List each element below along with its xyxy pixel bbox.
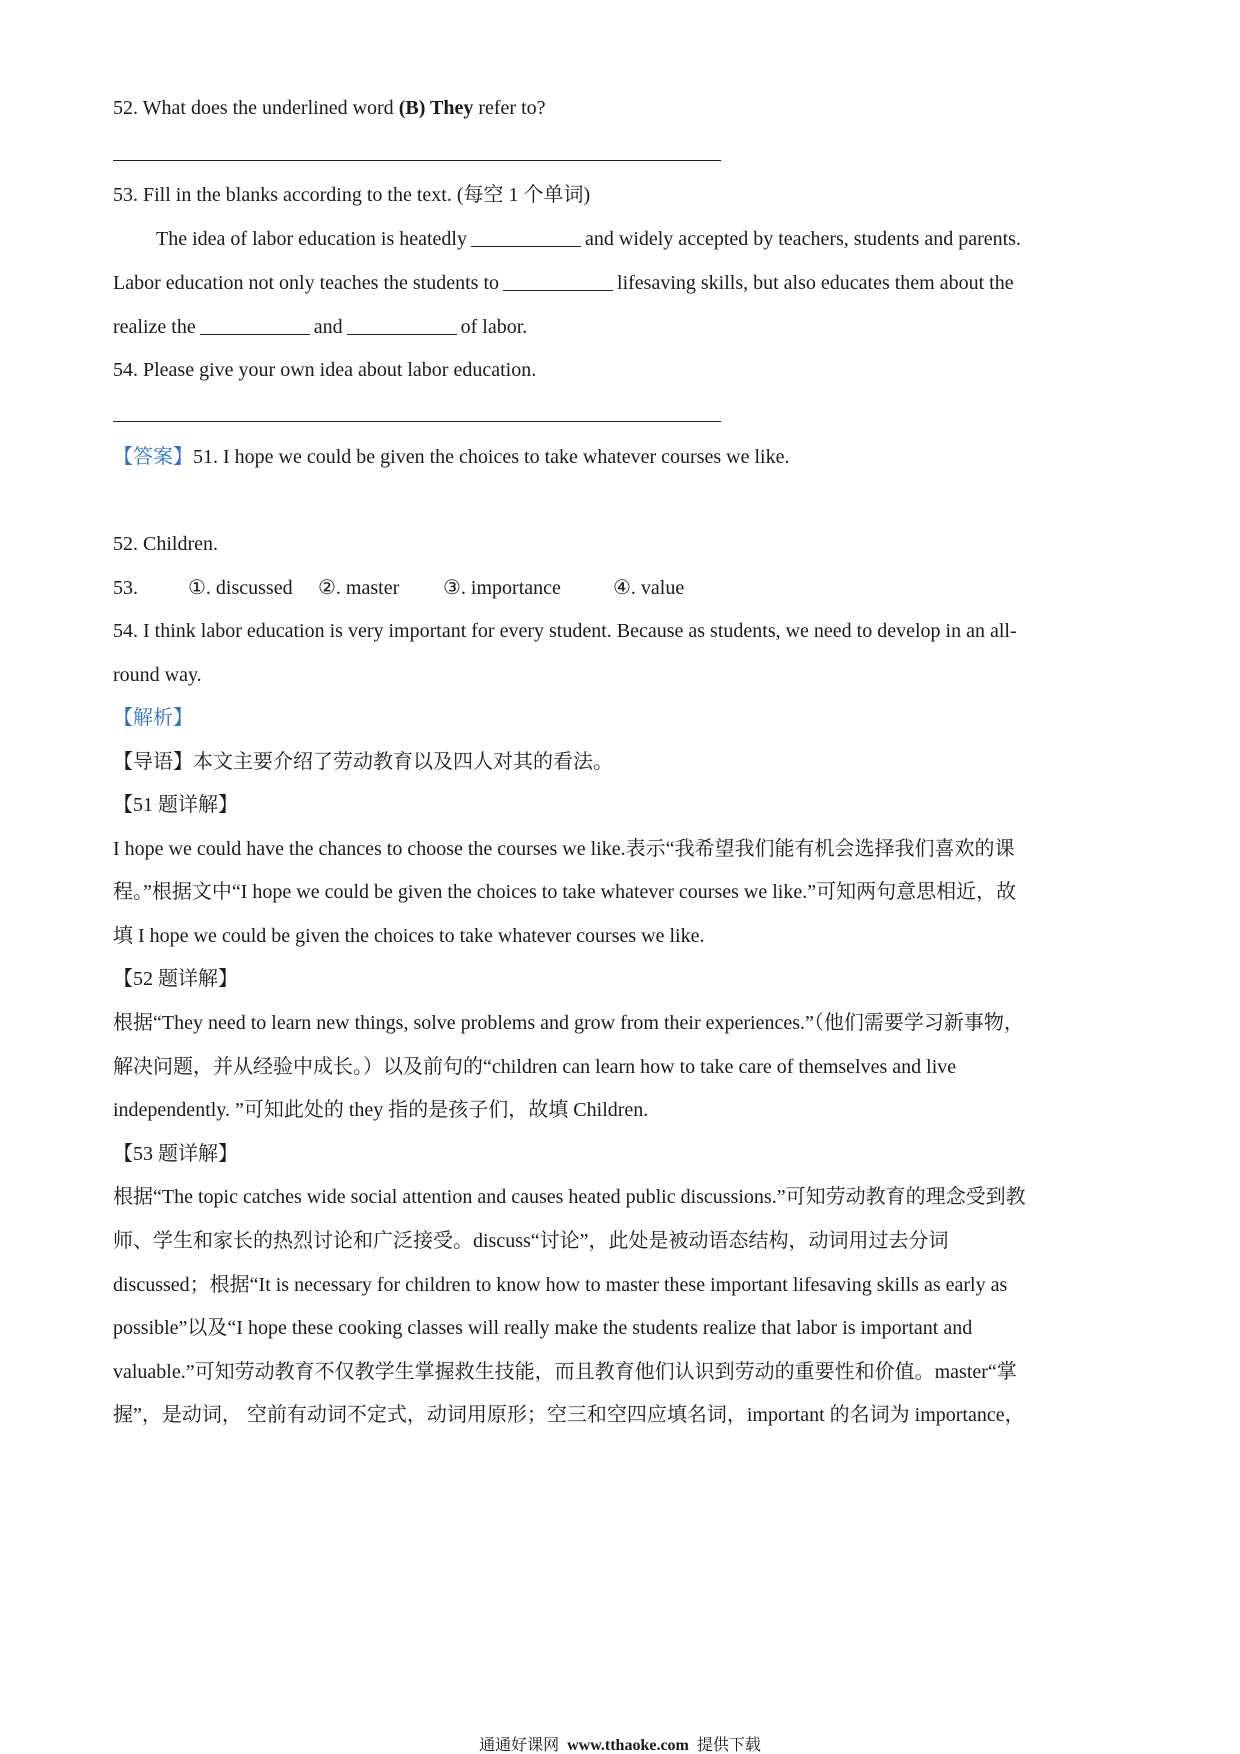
question-54: 54. Please give your own idea about labor education. (113, 359, 537, 381)
paragraph-51-line: 填 I hope we could be given the choices to take whatever courses we like. (113, 925, 705, 947)
answer-52: 52. Children. (113, 533, 218, 555)
answer-51: 【答案】51. I hope we could be given the choices to take whatever courses we like. (113, 446, 790, 468)
page-footer: 通通好课网 www.tthaoke.com 提供下载 (479, 1737, 761, 1754)
heading-52: 【52 题详解】 (113, 968, 238, 990)
blank-4 (347, 333, 457, 335)
footer-site: 通通好课网 (479, 1737, 560, 1754)
answer-tag: 【答案】 (113, 446, 193, 468)
question-53-line-3: realize the and of labor. (113, 316, 528, 338)
paragraph-52-line: independently. ”可知此处的 they 指的是孩子们，故填 Children. (113, 1099, 649, 1121)
paragraph-53-line: valuable.”可知劳动教育不仅教学生掌握救生技能，而且教育他们认识到劳动的重要性和价值。master“掌 (113, 1361, 1017, 1383)
answer-53-option: ③. importance (443, 577, 561, 599)
analysis-tag: 【解析】 (113, 707, 193, 729)
heading-53: 【53 题详解】 (113, 1143, 238, 1165)
paragraph-53-line: 师、学生和家长的热烈讨论和广泛接受。discuss“讨论”，此处是被动语态结构，动词用过去分词 (113, 1230, 949, 1252)
footer-url[interactable]: www.tthaoke.com (567, 1737, 689, 1754)
blank-1 (471, 245, 581, 247)
question-53-line-1: The idea of labor education is heatedly and widely accepted by teachers, students and parents. (156, 228, 1021, 250)
answer-54-line-1: 54. I think labor education is very important for every student. Because as students, we need to develop in an all- (113, 620, 1017, 642)
answer-line-52 (113, 160, 721, 161)
blank-3 (200, 333, 310, 335)
paragraph-51-line: I hope we could have the chances to choose the courses we like.表示“我希望我们能有机会选择我们喜欢的课 (113, 838, 1015, 860)
answer-53-option: ②. master (318, 577, 400, 599)
analysis-intro: 【导语】本文主要介绍了劳动教育以及四人对其的看法。 (113, 751, 613, 773)
answer-53: 53. ①. discussed ②. master ③. importance ④. value (113, 577, 685, 599)
underlined-word: (B) They (398, 97, 474, 119)
paragraph-52-line: 根据“They need to learn new things, solve problems and grow from their experiences.”（他们需要学习新事物， (113, 1012, 1024, 1034)
paragraph-53-line: 握”，是动词， 空前有动词不定式，动词用原形；空三和空四应填名词，important 的名词为 importance， (113, 1404, 1025, 1426)
question-53-line-2: Labor education not only teaches the students to lifesaving skills, but also educates them about the (113, 272, 1014, 294)
paragraph-51-line: 程。”根据文中“I hope we could be given the choices to take whatever courses we like.”可知两句意思相近，故 (113, 881, 1017, 903)
paragraph-52-line: 解决问题，并从经验中成长。）以及前句的“children can learn how to take care of themselves and live (113, 1056, 957, 1078)
paragraph-53-line: discussed；根据“It is necessary for children to know how to master these important lifesaving skills as early as (113, 1274, 1008, 1296)
heading-51: 【51 题详解】 (113, 794, 238, 816)
question-52: 52. What does the underlined word (B) They refer to? (113, 97, 546, 119)
answer-line-54 (113, 421, 721, 422)
question-53-title: 53. Fill in the blanks according to the text. (每空 1 个单词) (113, 184, 591, 206)
answer-54-line-2: round way. (113, 664, 202, 686)
blank-2 (503, 289, 613, 291)
paragraph-53-line: possible”以及“I hope these cooking classes will really make the students realize that labor is important and (113, 1317, 973, 1339)
answer-53-option: ①. discussed (188, 577, 293, 599)
answer-53-option: ④. value (613, 577, 685, 599)
paragraph-53-line: 根据“The topic catches wide social attention and causes heated public discussions.”可知劳动教育的理念受到教 (113, 1186, 1026, 1208)
